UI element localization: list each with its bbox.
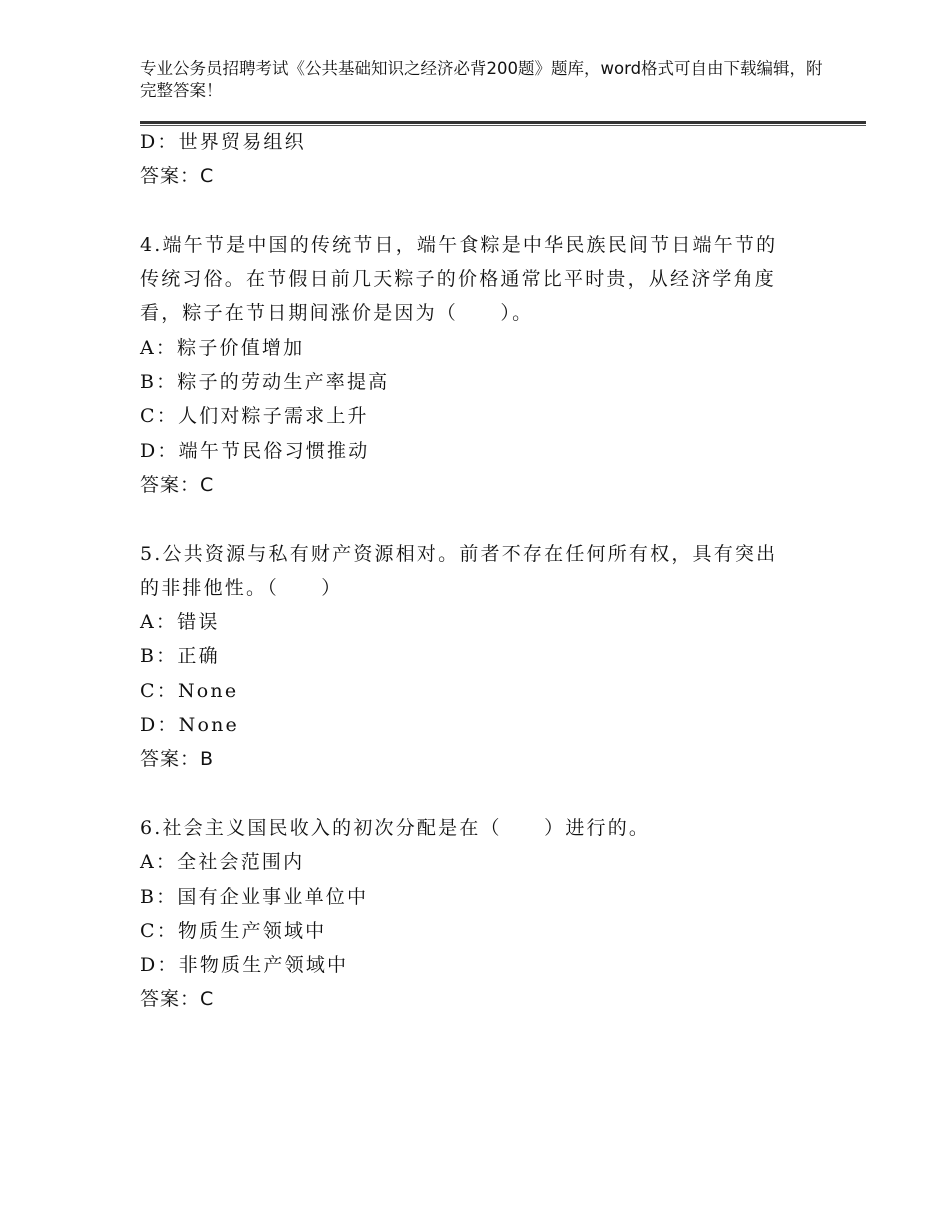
option-a: A：全社会范围内	[140, 851, 305, 874]
option-d: D：端午节民俗习惯推动	[140, 439, 370, 462]
spacer	[140, 777, 800, 811]
question-stem: 5.公共资源与私有财产资源相对。前者不存在任何所有权，具有突出的非排他性。（ ）	[140, 542, 778, 599]
question-stem: 6.社会主义国民收入的初次分配是在（ ）进行的。	[140, 816, 651, 839]
option-b: B：正确	[140, 645, 220, 668]
option-b: B：国有企业事业单位中	[140, 885, 369, 908]
option-b: B：粽子的劳动生产率提高	[140, 371, 390, 394]
answer-line: 答案：C	[140, 988, 215, 1011]
question-4	[140, 228, 800, 502]
answer-line: 答案：B	[140, 748, 215, 771]
option-c: C：人们对粽子需求上升	[140, 405, 369, 428]
header-divider-thick	[140, 121, 866, 124]
question-stem: 4.端午节是中国的传统节日，端午食粽是中华民族民间节日端午节的传统习俗。在节假日前几天粽子的价格通常比平时贵，从经济学角度看，粽子在节日期间涨价是因为（ ）。	[140, 233, 778, 325]
document-body	[140, 125, 800, 1017]
spacer	[140, 194, 800, 228]
option-d: D：非物质生产领域中	[140, 954, 349, 977]
answer-line: 答案：C	[140, 473, 215, 496]
question-6	[140, 811, 800, 1017]
option-a: A：错误	[140, 611, 220, 634]
option-d: D：世界贸易组织	[140, 131, 306, 153]
spacer	[140, 502, 800, 536]
option-d: D：None	[140, 714, 239, 737]
page-header: 专业公务员招聘考试《公共基础知识之经济必背200题》题库，word格式可自由下载编辑，附完整答案！	[140, 59, 823, 100]
option-c: C：物质生产领域中	[140, 919, 327, 942]
question-5	[140, 537, 800, 777]
option-c: C：None	[140, 679, 239, 702]
answer-line: 答案：C	[140, 165, 215, 188]
option-a: A：粽子价值增加	[140, 336, 305, 359]
